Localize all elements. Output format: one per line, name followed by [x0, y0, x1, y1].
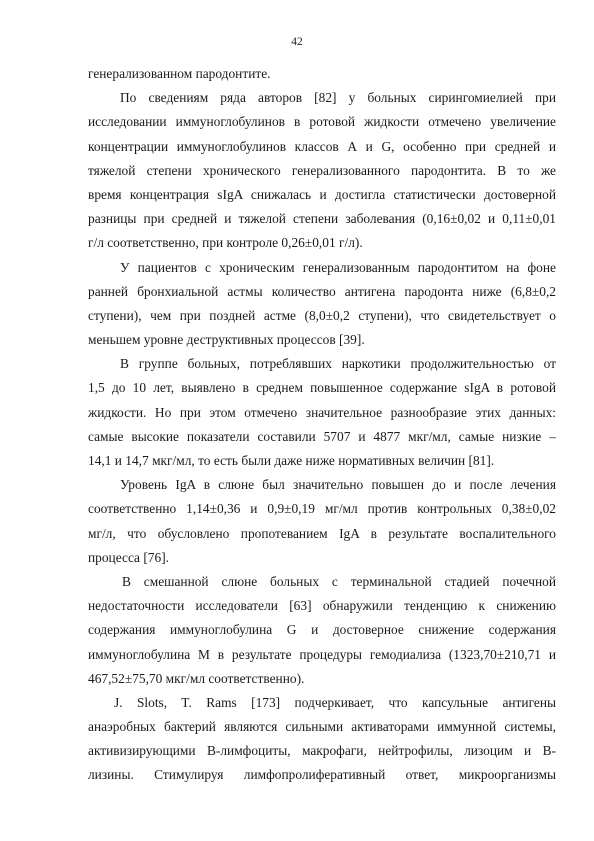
paragraph [88, 86, 556, 255]
text-line: ступени), чем при поздней астме (8,0±0,2 ступени), что свидетельствует о [88, 307, 556, 323]
text-line: исследовании иммуноглобулинов в ротовой жидкости отмечено увеличение [88, 114, 556, 130]
paragraph [88, 570, 556, 691]
paragraph [88, 691, 556, 788]
paragraph [88, 352, 556, 473]
text-line: иммуноглобулина М в результате процедуры гемодиализа (1323,70±210,71 и [88, 646, 556, 662]
text-line: В группе больных, потреблявших наркотики продолжительностью от [120, 356, 556, 372]
text-line: разницы при средней и тяжелой степени заболевания (0,16±0,02 и 0,11±0,01 [88, 211, 556, 227]
paragraph [88, 473, 556, 570]
page-number: 42 [291, 36, 303, 48]
text-line: процесса [76]. [88, 549, 169, 565]
text-line: меньшем уровне деструктивных процессов [39]. [88, 332, 365, 348]
paragraph [88, 256, 556, 353]
text-line: содержания иммуноглобулина G и достоверное снижение содержания [88, 622, 556, 638]
text-line: генерализованном пародонтите. [88, 66, 271, 81]
text-line: самые высокие показатели составили 5707 и 4877 мкг/мл, самые низкие – [88, 428, 556, 444]
text-line: недостаточности исследователи [63] обнаружили тенденцию к снижению [88, 598, 556, 614]
text-line: тяжелой степени хронического генерализованного пародонтита. В то же [88, 162, 556, 178]
text-line: 467,52±75,70 мкг/мл соответственно). [88, 670, 305, 686]
text-body [88, 62, 556, 788]
paragraph [88, 62, 556, 86]
text-line: г/л соответственно, при контроле 0,26±0,01 г/л). [88, 235, 363, 251]
text-line: У пациентов с хроническим генерализованным пародонтитом на фоне [120, 259, 556, 275]
text-line: концентрации иммуноглобулинов классов А и G, особенно при средней и [88, 138, 556, 154]
text-line: 14,1 и 14,7 мкг/мл, то есть были даже ниже нормативных величин [81]. [88, 453, 495, 468]
text-line: По сведениям ряда авторов [82] у больных сирингомиелией при [120, 90, 556, 106]
text-line: J. Slots, T. Rams [173] подчеркивает, что капсульные антигены [114, 694, 556, 710]
text-line: соответственно 1,14±0,36 и 0,9±0,19 мг/мл против контрольных 0,38±0,02 [88, 501, 556, 517]
text-line: ранней бронхиальной астмы количество антигена пародонта ниже (6,8±0,2 [88, 283, 556, 299]
text-line: время концентрация sIgA снижалась и достигла статистически достоверной [88, 186, 556, 202]
text-line: жидкости. Но при этом отмечено значительное разнообразие этих данных: [88, 404, 556, 420]
text-line: Уровень IgA в слюне был значительно повышен до и после лечения [120, 477, 556, 493]
text-line: 1,5 до 10 лет, выявлено в среднем повышенное содержание sIgA в ротовой [88, 380, 556, 396]
text-line: В смешанной слюне больных с терминальной стадией почечной [122, 573, 556, 589]
text-line: активизирующими В-лимфоциты, макрофаги, нейтрофилы, лизоцим и В- [88, 743, 556, 759]
text-line: мг/л, что обусловлено пропотеванием IgA в результате воспалительного [88, 525, 556, 541]
text-line: анаэробных бактерий являются сильными активаторами иммунной системы, [88, 719, 556, 735]
text-line: лизины. Стимулируя лимфопролиферативный ответ, микроорганизмы [88, 767, 556, 783]
